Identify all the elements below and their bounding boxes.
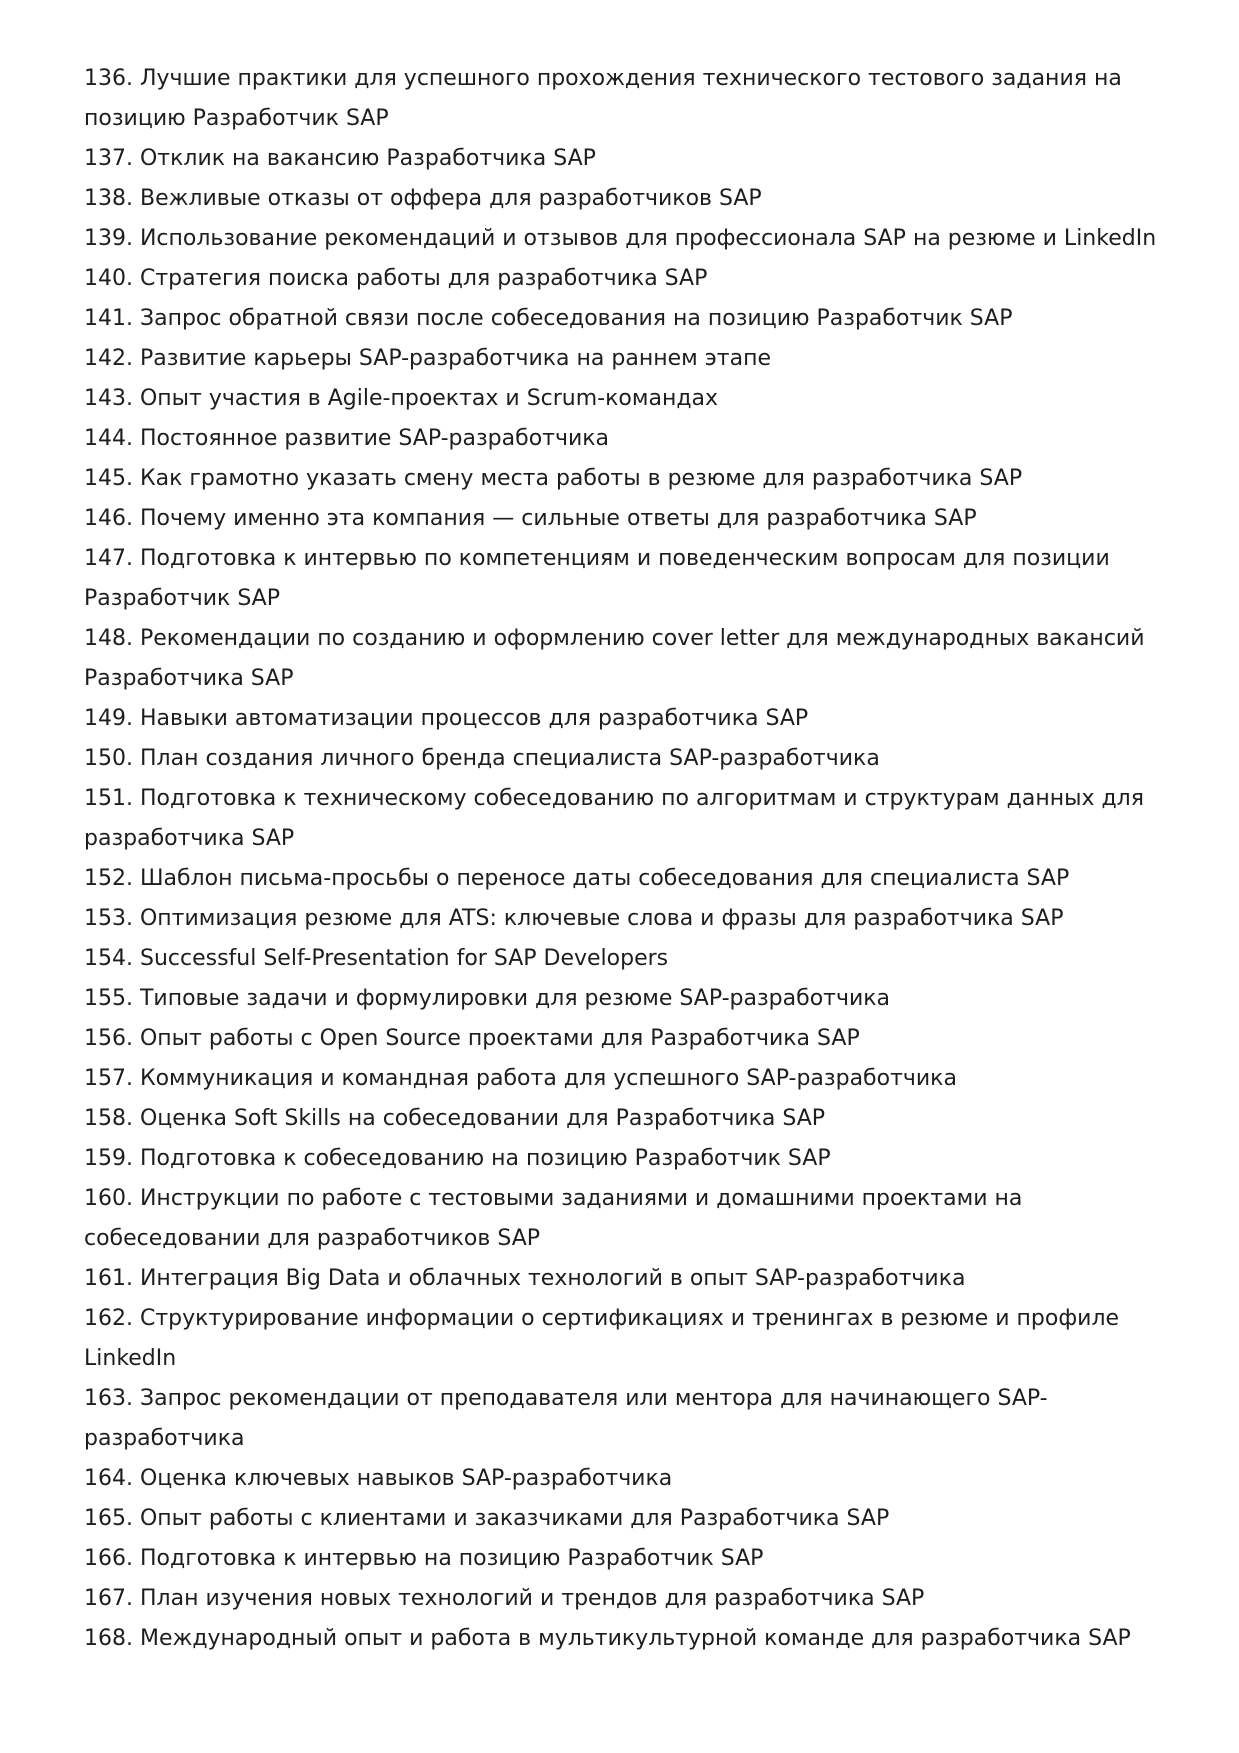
- list-item: 148. Рекомендации по созданию и оформлению cover letter для международных вакансий Разработчика SAP: [84, 626, 1145, 691]
- list-item: 159. Подготовка к собеседованию на позицию Разработчик SAP: [84, 1146, 831, 1171]
- list-item: 160. Инструкции по работе с тестовыми заданиями и домашними проектами на собеседовании для разработчиков SAP: [84, 1186, 1023, 1251]
- list-item: 143. Опыт участия в Agile-проектах и Scrum-командах: [84, 386, 719, 411]
- list-item: 163. Запрос рекомендации от преподавателя или ментора для начинающего SAP-разработчика: [84, 1386, 1048, 1451]
- list-item: 162. Структурирование информации о сертификациях и тренингах в резюме и профиле LinkedIn: [84, 1306, 1120, 1371]
- list-item: 137. Отклик на вакансию Разработчика SAP: [84, 146, 596, 171]
- document-page: [84, 59, 1164, 1659]
- list-item: 154. Successful Self-Presentation for SAP Developers: [84, 946, 669, 971]
- list-item: 156. Опыт работы с Open Source проектами для Разработчика SAP: [84, 1026, 860, 1051]
- list-item: 164. Оценка ключевых навыков SAP-разработчика: [84, 1466, 673, 1491]
- list-item: 157. Коммуникация и командная работа для успешного SAP-разработчика: [84, 1066, 957, 1091]
- list-item: 145. Как грамотно указать смену места работы в резюме для разработчика SAP: [84, 466, 1023, 491]
- list-item: 136. Лучшие практики для успешного прохождения технического тестового задания на позицию Разработчик SAP: [84, 66, 1122, 131]
- list-item: 158. Оценка Soft Skills на собеседовании для Разработчика SAP: [84, 1106, 826, 1131]
- list-item: 146. Почему именно эта компания — сильные ответы для разработчика SAP: [84, 506, 977, 531]
- list-item: 140. Стратегия поиска работы для разработчика SAP: [84, 266, 708, 291]
- list-item: 161. Интеграция Big Data и облачных технологий в опыт SAP-разработчика: [84, 1266, 966, 1291]
- list-item: 138. Вежливые отказы от оффера для разработчиков SAP: [84, 186, 762, 211]
- list-item: 152. Шаблон письма-просьбы о переносе даты собеседования для специалиста SAP: [84, 866, 1070, 891]
- list-item: 142. Развитие карьеры SAP-разработчика на раннем этапе: [84, 346, 772, 371]
- list-item: 165. Опыт работы с клиентами и заказчиками для Разработчика SAP: [84, 1506, 890, 1531]
- list-item: 147. Подготовка к интервью по компетенциям и поведенческим вопросам для позиции Разработчик SAP: [84, 546, 1110, 611]
- list-item: 151. Подготовка к техническому собеседованию по алгоритмам и структурам данных для разработчика SAP: [84, 786, 1144, 851]
- list-item: 139. Использование рекомендаций и отзывов для профессионала SAP на резюме и LinkedIn: [84, 226, 1157, 251]
- list-item: 141. Запрос обратной связи после собеседования на позицию Разработчик SAP: [84, 306, 1013, 331]
- list-item: 155. Типовые задачи и формулировки для резюме SAP-разработчика: [84, 986, 891, 1011]
- list-item: 167. План изучения новых технологий и трендов для разработчика SAP: [84, 1586, 925, 1611]
- list-item: 168. Международный опыт и работа в мультикультурной команде для разработчика SAP: [84, 1626, 1131, 1651]
- list-item: 153. Оптимизация резюме для ATS: ключевые слова и фразы для разработчика SAP: [84, 906, 1064, 931]
- list-item: 150. План создания личного бренда специалиста SAP-разработчика: [84, 746, 880, 771]
- list-item: 166. Подготовка к интервью на позицию Разработчик SAP: [84, 1546, 764, 1571]
- list-item: 149. Навыки автоматизации процессов для разработчика SAP: [84, 706, 809, 731]
- list-item: 144. Постоянное развитие SAP-разработчика: [84, 426, 610, 451]
